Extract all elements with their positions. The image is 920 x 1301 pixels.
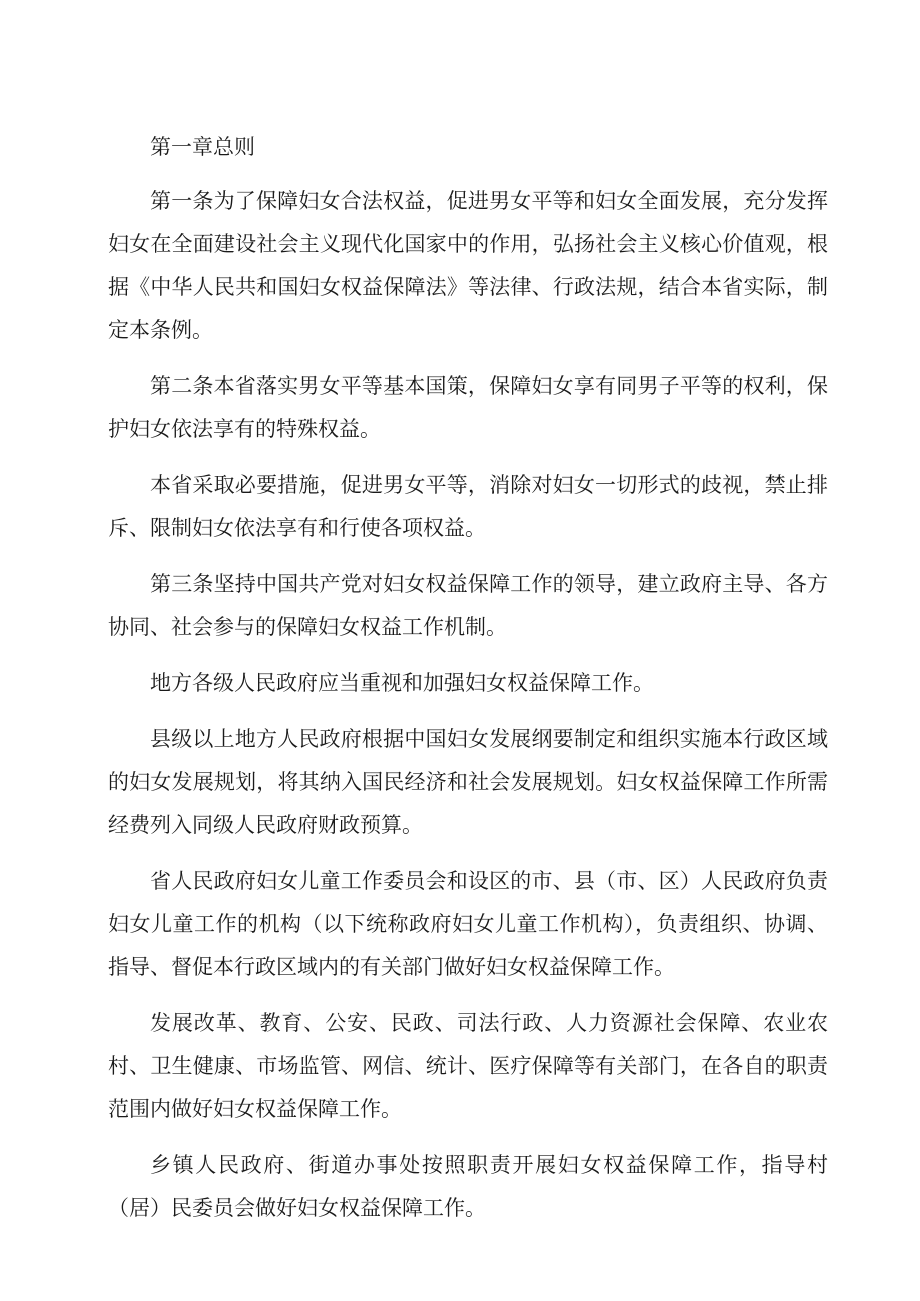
paragraph-article-2: 第二条本省落实男女平等基本国策，保障妇女享有同男子平等的权利，保护妇女依法享有的特殊权益。 bbox=[108, 374, 828, 441]
chapter-heading: 第一章总则 bbox=[150, 135, 255, 159]
paragraph-article-2-clause-2: 本省采取必要措施，促进男女平等，消除对妇女一切形式的歧视，禁止排斥、限制妇女依法享有和行使各项权益。 bbox=[108, 473, 828, 540]
paragraph-article-3: 第三条坚持中国共产党对妇女权益保障工作的领导，建立政府主导、各方协同、社会参与的保障妇女权益工作机制。 bbox=[108, 572, 828, 639]
paragraph-article-3-clause-2: 地方各级人民政府应当重视和加强妇女权益保障工作。 bbox=[150, 671, 654, 695]
paragraph-article-3-clause-5: 发展改革、教育、公安、民政、司法行政、人力资源社会保障、农业农村、卫生健康、市场监管、网信、统计、医疗保障等有关部门，在各自的职责范围内做好妇女权益保障工作。 bbox=[108, 1011, 828, 1121]
document-body bbox=[108, 126, 828, 1230]
paragraph-article-1: 第一条为了保障妇女合法权益，促进男女平等和妇女全面发展，充分发挥妇女在全面建设社会主义现代化国家中的作用，弘扬社会主义核心价值观，根据《中华人民共和国妇女权益保障法》等法律、行政法规，结合本省实际，制定本条例。 bbox=[108, 189, 828, 342]
paragraph-article-3-clause-3: 县级以上地方人民政府根据中国妇女发展纲要制定和组织实施本行政区域的妇女发展规划，将其纳入国民经济和社会发展规划。妇女权益保障工作所需经费列入同级人民政府财政预算。 bbox=[108, 727, 828, 837]
paragraph-article-3-clause-6: 乡镇人民政府、街道办事处按照职责开展妇女权益保障工作，指导村（居）民委员会做好妇女权益保障工作。 bbox=[108, 1153, 828, 1220]
paragraph-article-3-clause-4: 省人民政府妇女儿童工作委员会和设区的市、县（市、区）人民政府负责妇女儿童工作的机构（以下统称政府妇女儿童工作机构），负责组织、协调、指导、督促本行政区域内的有关部门做好妇女权益保障工作。 bbox=[108, 869, 828, 979]
